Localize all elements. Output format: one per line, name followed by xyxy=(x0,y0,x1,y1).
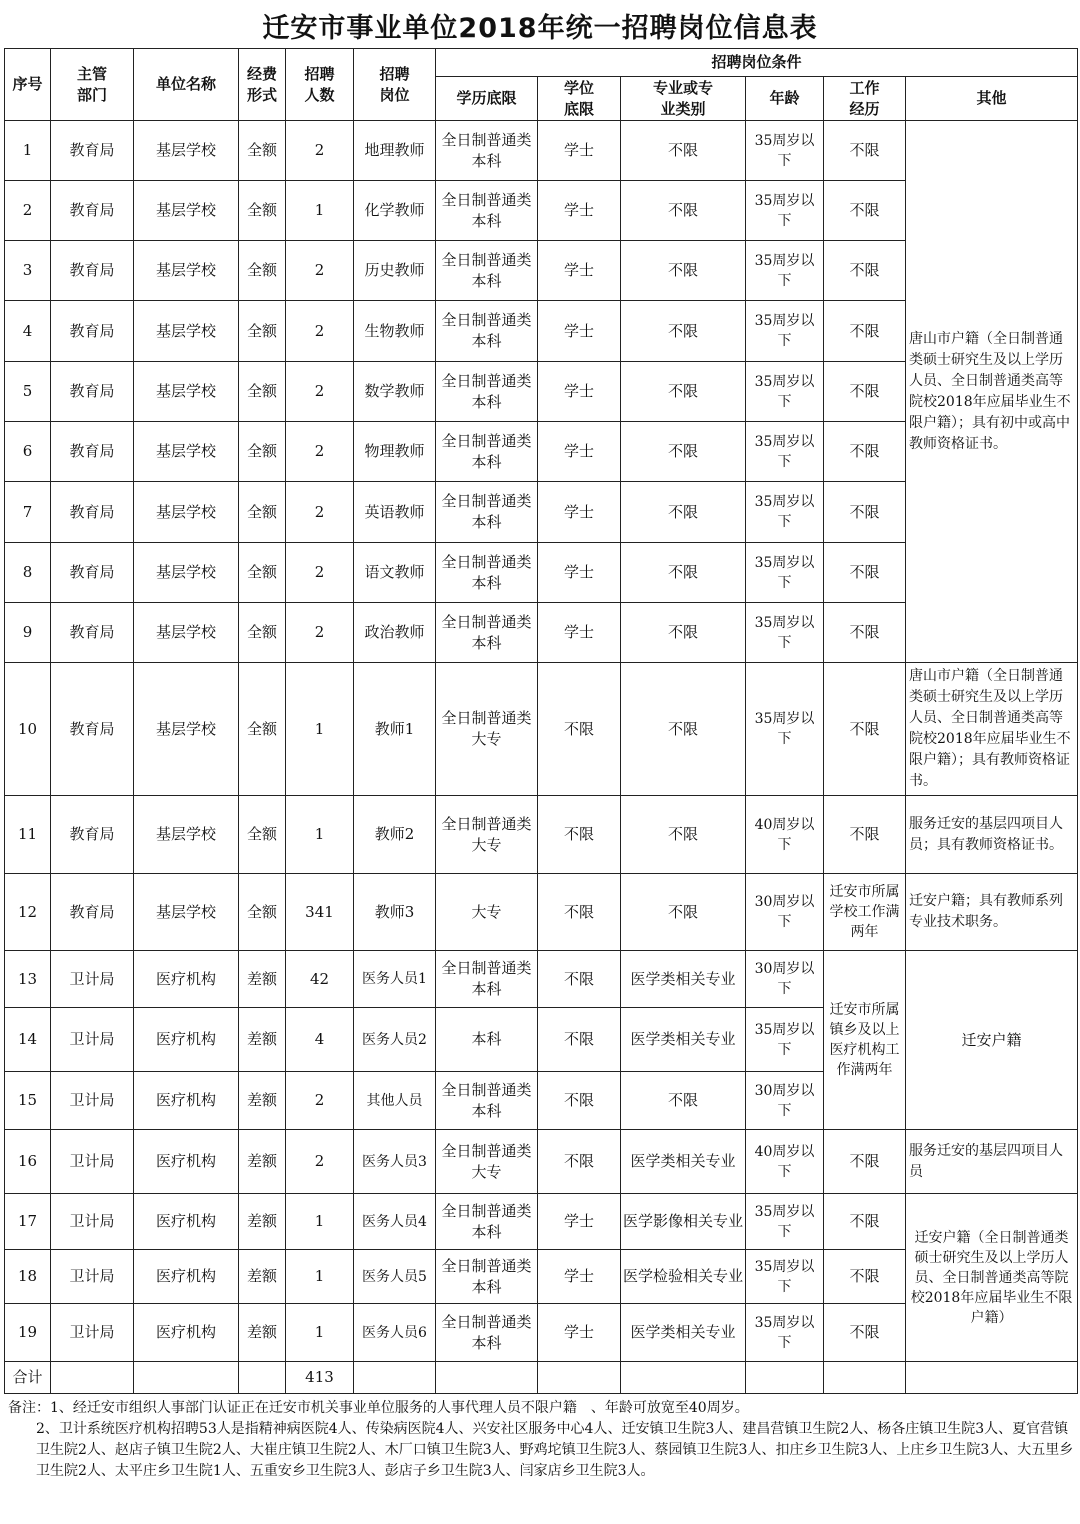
table-cell: 35周岁以下 xyxy=(746,121,824,181)
table-cell: 不限 xyxy=(621,301,746,362)
table-cell: 全额 xyxy=(239,181,286,241)
table-cell: 全额 xyxy=(239,874,286,951)
table-cell: 教育局 xyxy=(51,121,134,181)
table-cell: 语文教师 xyxy=(354,543,436,603)
table-cell: 大专 xyxy=(436,874,538,951)
table-cell: 35周岁以下 xyxy=(746,543,824,603)
table-cell: 35周岁以下 xyxy=(746,362,824,422)
table-cell: 全额 xyxy=(239,796,286,874)
table-cell: 35周岁以下 xyxy=(746,663,824,796)
table-cell xyxy=(134,1362,239,1394)
table-cell: 不限 xyxy=(824,482,906,543)
table-cell: 不限 xyxy=(538,663,621,796)
table-cell: 教育局 xyxy=(51,663,134,796)
table-cell: 全日制普通类本科 xyxy=(436,181,538,241)
table-cell: 35周岁以下 xyxy=(746,301,824,362)
table-cell: 化学教师 xyxy=(354,181,436,241)
table-cell: 不限 xyxy=(538,1072,621,1130)
table-cell: 35周岁以下 xyxy=(746,1008,824,1072)
table-cell: 6 xyxy=(5,422,51,482)
table-cell: 40周岁以下 xyxy=(746,1130,824,1194)
table-cell: 医疗机构 xyxy=(134,1250,239,1304)
header-major: 专业或专 业类别 xyxy=(621,77,746,121)
table-cell: 卫计局 xyxy=(51,951,134,1008)
table-cell: 卫计局 xyxy=(51,1194,134,1250)
table-cell: 差额 xyxy=(239,1250,286,1304)
table-cell: 英语教师 xyxy=(354,482,436,543)
table-cell: 1 xyxy=(286,796,354,874)
table-cell: 4 xyxy=(5,301,51,362)
table-cell: 2 xyxy=(286,1072,354,1130)
table-cell: 不限 xyxy=(824,603,906,663)
table-cell: 地理教师 xyxy=(354,121,436,181)
table-cell: 1 xyxy=(286,1250,354,1304)
table-cell: 医疗机构 xyxy=(134,1194,239,1250)
table-cell xyxy=(239,1362,286,1394)
table-cell: 1 xyxy=(286,663,354,796)
table-cell: 7 xyxy=(5,482,51,543)
table-cell xyxy=(906,1362,1078,1394)
table-cell: 2 xyxy=(286,121,354,181)
table-cell: 不限 xyxy=(621,422,746,482)
table-cell: 差额 xyxy=(239,1304,286,1362)
header-count: 招聘 人数 xyxy=(286,49,354,121)
table-row xyxy=(5,951,1078,1008)
table-cell: 不限 xyxy=(824,1250,906,1304)
table-cell xyxy=(824,1362,906,1394)
total-count: 413 xyxy=(286,1362,354,1394)
other-requirement-teachers: 唐山市户籍（全日制普通类硕士研究生及以上学历人员、全日制普通类高等院校2018年应届毕业生不限户籍）；具有初中或高中教师资格证书。 xyxy=(906,121,1078,663)
table-cell: 1 xyxy=(286,1304,354,1362)
table-cell xyxy=(354,1362,436,1394)
table-cell: 18 xyxy=(5,1250,51,1304)
table-cell: 数学教师 xyxy=(354,362,436,422)
table-cell: 30周岁以下 xyxy=(746,874,824,951)
table-cell: 医务人员2 xyxy=(354,1008,436,1072)
table-cell: 全日制普通类本科 xyxy=(436,121,538,181)
table-cell: 教育局 xyxy=(51,301,134,362)
table-cell: 全额 xyxy=(239,241,286,301)
table-cell: 不限 xyxy=(538,796,621,874)
table-cell: 19 xyxy=(5,1304,51,1362)
table-cell: 全额 xyxy=(239,301,286,362)
table-cell: 学士 xyxy=(538,241,621,301)
table-cell: 基层学校 xyxy=(134,362,239,422)
table-cell: 全额 xyxy=(239,422,286,482)
table-body xyxy=(5,121,1078,1394)
footnote-1: 备注：1、经迁安市组织人事部门认证正在迁安市机关事业单位服务的人事代理人员不限户籍 、年龄可放宽至40周岁。 xyxy=(8,1400,749,1416)
table-cell xyxy=(538,1362,621,1394)
table-cell: 学士 xyxy=(538,482,621,543)
table-cell: 16 xyxy=(5,1130,51,1194)
table-cell: 不限 xyxy=(824,362,906,422)
table-cell: 基层学校 xyxy=(134,663,239,796)
table-cell: 35周岁以下 xyxy=(746,1250,824,1304)
table-cell: 全日制普通类本科 xyxy=(436,951,538,1008)
table-cell: 不限 xyxy=(621,543,746,603)
table-cell: 不限 xyxy=(621,874,746,951)
table-cell: 医学影像相关专业 xyxy=(621,1194,746,1250)
table-cell: 不限 xyxy=(824,422,906,482)
table-row xyxy=(5,874,1078,951)
table-cell: 不限 xyxy=(824,301,906,362)
table-cell: 全日制普通类大专 xyxy=(436,663,538,796)
table-cell: 差额 xyxy=(239,1130,286,1194)
table-cell: 不限 xyxy=(538,951,621,1008)
table-cell: 医疗机构 xyxy=(134,1008,239,1072)
table-row xyxy=(5,1194,1078,1250)
table-cell: 医疗机构 xyxy=(134,951,239,1008)
header-index: 序号 xyxy=(5,49,51,121)
table-cell: 学士 xyxy=(538,543,621,603)
table-cell: 不限 xyxy=(538,1008,621,1072)
table-cell: 不限 xyxy=(824,241,906,301)
header-department: 主管 部门 xyxy=(51,49,134,121)
table-cell: 全日制普通类本科 xyxy=(436,1072,538,1130)
table-cell: 9 xyxy=(5,603,51,663)
table-cell: 教师3 xyxy=(354,874,436,951)
footnote xyxy=(8,1398,1074,1482)
table-cell: 基层学校 xyxy=(134,422,239,482)
table-cell: 1 xyxy=(286,1194,354,1250)
table-cell: 1 xyxy=(5,121,51,181)
table-cell: 35周岁以下 xyxy=(746,241,824,301)
table-cell: 学士 xyxy=(538,603,621,663)
table-cell: 迁安户籍；具有教师系列专业技术职务。 xyxy=(906,874,1078,951)
table-cell: 10 xyxy=(5,663,51,796)
table-cell: 医学类相关专业 xyxy=(621,951,746,1008)
table-cell: 全日制普通类大专 xyxy=(436,1130,538,1194)
table-cell: 不限 xyxy=(621,121,746,181)
table-cell: 14 xyxy=(5,1008,51,1072)
table-cell: 341 xyxy=(286,874,354,951)
table-cell: 全日制普通类本科 xyxy=(436,422,538,482)
table-cell: 教师2 xyxy=(354,796,436,874)
table-cell: 42 xyxy=(286,951,354,1008)
table-cell: 2 xyxy=(5,181,51,241)
table-cell: 学士 xyxy=(538,1250,621,1304)
table-cell: 全额 xyxy=(239,482,286,543)
table-cell: 2 xyxy=(286,482,354,543)
table-cell: 不限 xyxy=(621,181,746,241)
table-cell: 不限 xyxy=(621,1072,746,1130)
table-cell: 4 xyxy=(286,1008,354,1072)
table-cell: 医学类相关专业 xyxy=(621,1008,746,1072)
table-cell: 教育局 xyxy=(51,796,134,874)
table-cell: 全日制普通类本科 xyxy=(436,362,538,422)
table-cell: 不限 xyxy=(621,663,746,796)
table-cell: 全日制普通类本科 xyxy=(436,241,538,301)
header-experience: 工作 经历 xyxy=(824,77,906,121)
table-cell: 13 xyxy=(5,951,51,1008)
table-cell: 医务人员5 xyxy=(354,1250,436,1304)
table-cell: 基层学校 xyxy=(134,543,239,603)
table-cell: 35周岁以下 xyxy=(746,1304,824,1362)
table-cell: 政治教师 xyxy=(354,603,436,663)
table-cell: 5 xyxy=(5,362,51,422)
job-table xyxy=(4,48,1078,1394)
table-cell: 12 xyxy=(5,874,51,951)
table-cell: 35周岁以下 xyxy=(746,422,824,482)
table-cell: 35周岁以下 xyxy=(746,1194,824,1250)
table-cell: 全额 xyxy=(239,543,286,603)
table-cell: 学士 xyxy=(538,362,621,422)
table-cell: 2 xyxy=(286,241,354,301)
header-conditions: 招聘岗位条件 xyxy=(436,49,1078,77)
other-requirement-health: 迁安户籍 xyxy=(906,951,1078,1130)
table-cell xyxy=(51,1362,134,1394)
table-cell: 服务迁安的基层四项目人员 xyxy=(906,1130,1078,1194)
table-cell: 不限 xyxy=(824,663,906,796)
header-degree: 学位 底限 xyxy=(538,77,621,121)
table-row xyxy=(5,663,1078,796)
table-cell: 教育局 xyxy=(51,603,134,663)
table-cell: 1 xyxy=(286,181,354,241)
table-cell: 教育局 xyxy=(51,874,134,951)
header-funding: 经费 形式 xyxy=(239,49,286,121)
table-cell: 医务人员1 xyxy=(354,951,436,1008)
table-cell: 全日制普通类大专 xyxy=(436,796,538,874)
table-cell: 2 xyxy=(286,301,354,362)
table-cell: 医务人员4 xyxy=(354,1194,436,1250)
header-post: 招聘 岗位 xyxy=(354,49,436,121)
header-education: 学历底限 xyxy=(436,77,538,121)
table-cell: 教育局 xyxy=(51,181,134,241)
table-cell: 30周岁以下 xyxy=(746,1072,824,1130)
table-cell: 医疗机构 xyxy=(134,1072,239,1130)
table-cell: 3 xyxy=(5,241,51,301)
table-cell: 不限 xyxy=(538,1130,621,1194)
table-cell: 不限 xyxy=(824,181,906,241)
table-cell: 学士 xyxy=(538,422,621,482)
table-cell: 医学类相关专业 xyxy=(621,1130,746,1194)
table-cell: 学士 xyxy=(538,181,621,241)
table-cell: 15 xyxy=(5,1072,51,1130)
total-label: 合计 xyxy=(5,1362,51,1394)
table-cell: 学士 xyxy=(538,301,621,362)
table-cell: 不限 xyxy=(824,543,906,603)
table-cell: 不限 xyxy=(621,482,746,543)
table-row xyxy=(5,1130,1078,1194)
table-cell: 唐山市户籍（全日制普通类硕士研究生及以上学历人员、全日制普通类高等院校2018年应届毕业生不限户籍）；具有教师资格证书。 xyxy=(906,663,1078,796)
table-cell: 差额 xyxy=(239,1008,286,1072)
table-cell: 8 xyxy=(5,543,51,603)
header-other: 其他 xyxy=(906,77,1078,121)
table-cell: 学士 xyxy=(538,1304,621,1362)
table-cell: 基层学校 xyxy=(134,121,239,181)
table-cell: 35周岁以下 xyxy=(746,603,824,663)
table-cell: 基层学校 xyxy=(134,241,239,301)
table-cell: 不限 xyxy=(824,1304,906,1362)
table-cell: 全额 xyxy=(239,362,286,422)
table-cell: 生物教师 xyxy=(354,301,436,362)
table-cell: 卫计局 xyxy=(51,1072,134,1130)
table-cell: 全日制普通类本科 xyxy=(436,301,538,362)
table-cell: 基层学校 xyxy=(134,482,239,543)
table-cell: 不限 xyxy=(538,874,621,951)
table-cell xyxy=(436,1362,538,1394)
table-cell: 2 xyxy=(286,603,354,663)
table-cell: 差额 xyxy=(239,1072,286,1130)
table-cell: 基层学校 xyxy=(134,181,239,241)
header-age: 年龄 xyxy=(746,77,824,121)
table-cell: 基层学校 xyxy=(134,874,239,951)
table-cell: 全额 xyxy=(239,603,286,663)
table-cell: 不限 xyxy=(621,241,746,301)
table-cell: 历史教师 xyxy=(354,241,436,301)
table-cell: 基层学校 xyxy=(134,301,239,362)
table-cell: 其他人员 xyxy=(354,1072,436,1130)
table-cell: 服务迁安的基层四项目人员；具有教师资格证书。 xyxy=(906,796,1078,874)
table-cell: 教育局 xyxy=(51,241,134,301)
table-cell: 不限 xyxy=(621,362,746,422)
table-cell: 不限 xyxy=(824,796,906,874)
table-cell: 全日制普通类本科 xyxy=(436,603,538,663)
table-cell: 医学类相关专业 xyxy=(621,1304,746,1362)
table-cell: 全日制普通类本科 xyxy=(436,1304,538,1362)
table-cell: 全日制普通类本科 xyxy=(436,1250,538,1304)
table-cell xyxy=(621,1362,746,1394)
table-cell: 不限 xyxy=(824,1194,906,1250)
table-cell: 教师1 xyxy=(354,663,436,796)
table-cell: 不限 xyxy=(824,121,906,181)
table-cell: 全日制普通类本科 xyxy=(436,1194,538,1250)
table-cell: 物理教师 xyxy=(354,422,436,482)
table-cell xyxy=(746,1362,824,1394)
table-cell: 本科 xyxy=(436,1008,538,1072)
table-cell: 卫计局 xyxy=(51,1250,134,1304)
table-cell: 35周岁以下 xyxy=(746,482,824,543)
footnote-2: 2、卫计系统医疗机构招聘53人是指精神病医院4人、传染病医院4人、兴安社区服务中心4人、迁安镇卫生院3人、建昌营镇卫生院2人、杨各庄镇卫生院3人、夏官营镇卫生院2人、赵店子镇卫生院2人、大崔庄镇卫生院2人、木厂口镇卫生院3人、野鸡坨镇卫生院3人、蔡园镇卫生院3人、扣庄乡卫生院3人、上庄乡卫生院3人、大五里乡卫生院2人、太平庄乡卫生院1人、五重安乡卫生院3人、彭店子乡卫生院3人、闫家店乡卫生院3人。 xyxy=(36,1421,1074,1479)
table-cell: 学士 xyxy=(538,121,621,181)
table-cell: 2 xyxy=(286,1130,354,1194)
table-cell: 卫计局 xyxy=(51,1130,134,1194)
table-cell: 差额 xyxy=(239,951,286,1008)
page-title: 迁安市事业单位2018年统一招聘岗位信息表 xyxy=(262,13,818,44)
table-cell: 卫计局 xyxy=(51,1008,134,1072)
table-cell: 不限 xyxy=(621,796,746,874)
experience-health-merged: 迁安市所属镇乡及以上医疗机构工作满两年 xyxy=(824,951,906,1130)
table-row xyxy=(5,796,1078,874)
table-cell: 医疗机构 xyxy=(134,1304,239,1362)
table-cell: 医学检验相关专业 xyxy=(621,1250,746,1304)
table-cell: 教育局 xyxy=(51,543,134,603)
table-cell: 基层学校 xyxy=(134,796,239,874)
table-cell: 30周岁以下 xyxy=(746,951,824,1008)
table-cell: 教育局 xyxy=(51,362,134,422)
table-cell: 全额 xyxy=(239,121,286,181)
table-cell: 17 xyxy=(5,1194,51,1250)
table-cell: 教育局 xyxy=(51,422,134,482)
table-cell: 教育局 xyxy=(51,482,134,543)
table-cell: 迁安市所属学校工作满两年 xyxy=(824,874,906,951)
table-cell: 不限 xyxy=(621,603,746,663)
table-cell: 全日制普通类本科 xyxy=(436,482,538,543)
table-cell: 2 xyxy=(286,543,354,603)
total-row xyxy=(5,1362,1078,1394)
table-cell: 11 xyxy=(5,796,51,874)
table-cell: 40周岁以下 xyxy=(746,796,824,874)
table-row xyxy=(5,121,1078,181)
table-cell: 医疗机构 xyxy=(134,1130,239,1194)
table-cell: 差额 xyxy=(239,1194,286,1250)
table-cell: 35周岁以下 xyxy=(746,181,824,241)
table-cell: 2 xyxy=(286,422,354,482)
table-cell: 医务人员6 xyxy=(354,1304,436,1362)
table-cell: 医务人员3 xyxy=(354,1130,436,1194)
other-requirement-health-2: 迁安户籍（全日制普通类硕士研究生及以上学历人员、全日制普通类高等院校2018年应届毕业生不限户籍） xyxy=(906,1194,1078,1362)
header-unit: 单位名称 xyxy=(134,49,239,121)
table-cell: 2 xyxy=(286,362,354,422)
table-cell: 卫计局 xyxy=(51,1304,134,1362)
table-cell: 基层学校 xyxy=(134,603,239,663)
table-cell: 不限 xyxy=(824,1130,906,1194)
table-cell: 全日制普通类本科 xyxy=(436,543,538,603)
table-cell: 全额 xyxy=(239,663,286,796)
table-cell: 学士 xyxy=(538,1194,621,1250)
